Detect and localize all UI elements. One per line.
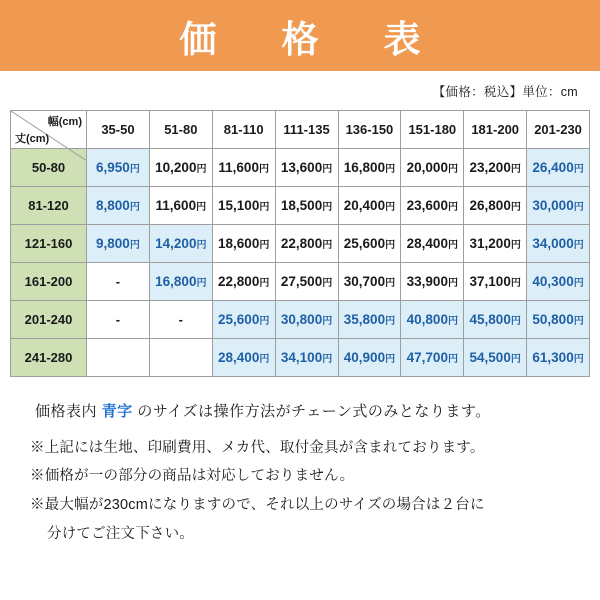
price-cell (464, 149, 527, 187)
unit-note: 【価格：税込】単位：cm (432, 85, 578, 99)
yen-unit: 円 (322, 164, 333, 175)
price-value: 40,800 (406, 312, 448, 327)
yen-unit: 円 (573, 164, 584, 175)
price-cell (87, 187, 150, 225)
corner-width-label: 幅(cm) (47, 116, 82, 128)
yen-unit: 円 (258, 164, 269, 175)
yen-unit: 円 (385, 316, 396, 327)
price-value: 6,950 (96, 160, 130, 175)
price-value: 20,400 (343, 198, 386, 213)
price-value: 30,800 (280, 312, 323, 327)
price-cell (527, 187, 590, 225)
yen-unit: 円 (573, 278, 584, 289)
price-value: 25,600 (343, 236, 386, 251)
yen-unit: 円 (510, 316, 521, 327)
price-value: 18,600 (218, 236, 260, 251)
column-header: 111-135 (275, 111, 338, 149)
yen-unit: 円 (259, 240, 270, 251)
table-row (11, 149, 590, 187)
note-chain-post: のサイズは操作方法がチェーン式のみとなります。 (132, 403, 491, 420)
yen-unit: 円 (322, 202, 333, 213)
price-value: 45,800 (469, 312, 511, 327)
price-cell (212, 225, 275, 263)
price-cell (527, 225, 590, 263)
row-header: 201-240 (11, 301, 87, 339)
table-row (11, 187, 590, 225)
price-cell (401, 301, 464, 339)
price-cell (527, 263, 590, 301)
yen-unit: 円 (447, 164, 458, 175)
note-chain-pre: 価格表内 (35, 403, 102, 420)
yen-unit: 円 (447, 316, 458, 327)
price-cell: - (149, 301, 212, 339)
price-value: 23,200 (469, 160, 511, 175)
price-cell (338, 187, 401, 225)
yen-unit: 円 (322, 240, 333, 251)
yen-unit: 円 (259, 278, 270, 289)
price-cell (464, 187, 527, 225)
price-value: 26,800 (469, 198, 511, 213)
price-value: 61,300 (532, 350, 574, 365)
price-value: 15,100 (218, 198, 260, 213)
price-value: 14,200 (155, 236, 197, 251)
yen-unit: 円 (129, 164, 140, 175)
price-value: 34,100 (280, 350, 323, 365)
price-cell (338, 339, 401, 377)
price-cell (401, 263, 464, 301)
price-value: 16,800 (343, 160, 386, 175)
yen-unit: 円 (259, 202, 270, 213)
price-cell (464, 301, 527, 339)
price-cell (338, 149, 401, 187)
price-table (10, 110, 590, 377)
price-value: 16,800 (155, 274, 197, 289)
note-max-width: ※最大幅が230cmになりますので、それ以上のサイズの場合は２台に (30, 496, 485, 513)
price-cell (149, 225, 212, 263)
price-cell (401, 149, 464, 187)
price-value: 25,600 (218, 312, 260, 327)
price-value: 28,400 (406, 236, 448, 251)
price-value: 50,800 (532, 312, 574, 327)
price-cell: - (87, 301, 150, 339)
price-value: 30,700 (343, 274, 386, 289)
price-cell (527, 301, 590, 339)
price-cell (401, 225, 464, 263)
yen-unit: 円 (385, 278, 396, 289)
note-included: ※上記には生地、印刷費用、メカ代、取付金具が含まれております。 (30, 440, 485, 456)
price-value: 13,600 (280, 160, 323, 175)
note-max-width-continued: 分けてご注文下さい。 (47, 526, 194, 543)
row-header: 81-120 (11, 187, 87, 225)
table-row (11, 263, 590, 301)
price-value: 35,800 (343, 312, 386, 327)
table-corner-cell (11, 111, 87, 149)
column-header: 151-180 (401, 111, 464, 149)
yen-unit: 円 (322, 316, 333, 327)
yen-unit: 円 (196, 202, 207, 213)
corner-height-label: 丈(cm) (15, 133, 50, 145)
price-value: 31,200 (469, 236, 511, 251)
yen-unit: 円 (447, 354, 458, 365)
yen-unit: 円 (510, 202, 521, 213)
price-value: 20,000 (406, 160, 448, 175)
price-value: 11,600 (218, 160, 259, 175)
price-value: 22,800 (218, 274, 260, 289)
page-title: 価 格 表 (179, 18, 435, 60)
price-value: 40,900 (343, 350, 386, 365)
yen-unit: 円 (385, 164, 396, 175)
price-cell (275, 263, 338, 301)
price-cell (149, 149, 212, 187)
price-cell (87, 149, 150, 187)
yen-unit: 円 (447, 202, 458, 213)
price-cell (275, 225, 338, 263)
yen-unit: 円 (510, 164, 521, 175)
row-header: 161-200 (11, 263, 87, 301)
price-cell (212, 301, 275, 339)
price-cell (275, 149, 338, 187)
column-header: 81-110 (212, 111, 275, 149)
yen-unit: 円 (573, 316, 584, 327)
price-cell (212, 149, 275, 187)
footer-notes (30, 400, 585, 549)
page-header (0, 0, 600, 71)
yen-unit: 円 (196, 278, 207, 289)
yen-unit: 円 (510, 240, 521, 251)
price-value: 23,600 (406, 198, 448, 213)
yen-unit: 円 (322, 278, 333, 289)
price-value: 22,800 (280, 236, 323, 251)
row-header: 241-280 (11, 339, 87, 377)
price-value: 18,500 (280, 198, 323, 213)
yen-unit: 円 (510, 354, 521, 365)
note-chain-type (35, 400, 585, 421)
price-value: 27,500 (280, 274, 323, 289)
price-cell (212, 339, 275, 377)
price-cell (527, 149, 590, 187)
price-cell (275, 187, 338, 225)
yen-unit: 円 (510, 278, 521, 289)
yen-unit: 円 (259, 316, 270, 327)
price-cell: - (87, 263, 150, 301)
yen-unit: 円 (573, 354, 584, 365)
price-cell (338, 225, 401, 263)
price-cell (212, 187, 275, 225)
price-value: 37,100 (469, 274, 511, 289)
yen-unit: 円 (385, 202, 396, 213)
price-cell (464, 339, 527, 377)
table-row (11, 225, 590, 263)
price-value: 47,700 (406, 350, 448, 365)
yen-unit: 円 (129, 240, 140, 251)
yen-unit: 円 (196, 164, 207, 175)
price-cell (149, 339, 212, 377)
column-header: 51-80 (149, 111, 212, 149)
yen-unit: 円 (322, 354, 333, 365)
price-value: 26,400 (532, 160, 574, 175)
table-body (11, 149, 590, 377)
price-cell (464, 225, 527, 263)
price-cell (527, 339, 590, 377)
price-cell (401, 339, 464, 377)
price-value: 8,800 (96, 198, 130, 213)
price-cell (401, 187, 464, 225)
row-header: 121-160 (11, 225, 87, 263)
yen-unit: 円 (259, 354, 270, 365)
table-row (11, 339, 590, 377)
price-cell (338, 263, 401, 301)
price-value: 54,500 (469, 350, 511, 365)
price-cell (149, 187, 212, 225)
price-cell (275, 301, 338, 339)
price-value: 11,600 (155, 198, 197, 213)
price-value: 33,900 (406, 274, 448, 289)
price-cell (338, 301, 401, 339)
yen-unit: 円 (385, 240, 396, 251)
yen-unit: 円 (196, 240, 207, 251)
note-dash-unavailable: ※価格が一の部分の商品は対応しておりません。 (30, 468, 355, 485)
yen-unit: 円 (129, 202, 140, 213)
price-cell (212, 263, 275, 301)
price-value: 9,800 (96, 236, 130, 251)
yen-unit: 円 (447, 278, 458, 289)
price-cell (275, 339, 338, 377)
price-value: 40,300 (532, 274, 574, 289)
price-cell (87, 339, 150, 377)
table-header-row (11, 111, 590, 149)
price-table-container (10, 110, 590, 377)
yen-unit: 円 (573, 202, 584, 213)
price-value: 10,200 (155, 160, 197, 175)
price-cell (87, 225, 150, 263)
price-value: 28,400 (218, 350, 260, 365)
column-header: 35-50 (87, 111, 150, 149)
row-header: 50-80 (11, 149, 87, 187)
price-cell (149, 263, 212, 301)
note-chain-blue: 青字 (101, 403, 133, 420)
column-header: 136-150 (338, 111, 401, 149)
price-value: 30,000 (532, 198, 574, 213)
column-header: 201-230 (527, 111, 590, 149)
price-cell (464, 263, 527, 301)
price-value: 34,000 (532, 236, 574, 251)
table-row (11, 301, 590, 339)
column-header: 181-200 (464, 111, 527, 149)
yen-unit: 円 (385, 354, 396, 365)
yen-unit: 円 (573, 240, 584, 251)
yen-unit: 円 (447, 240, 458, 251)
